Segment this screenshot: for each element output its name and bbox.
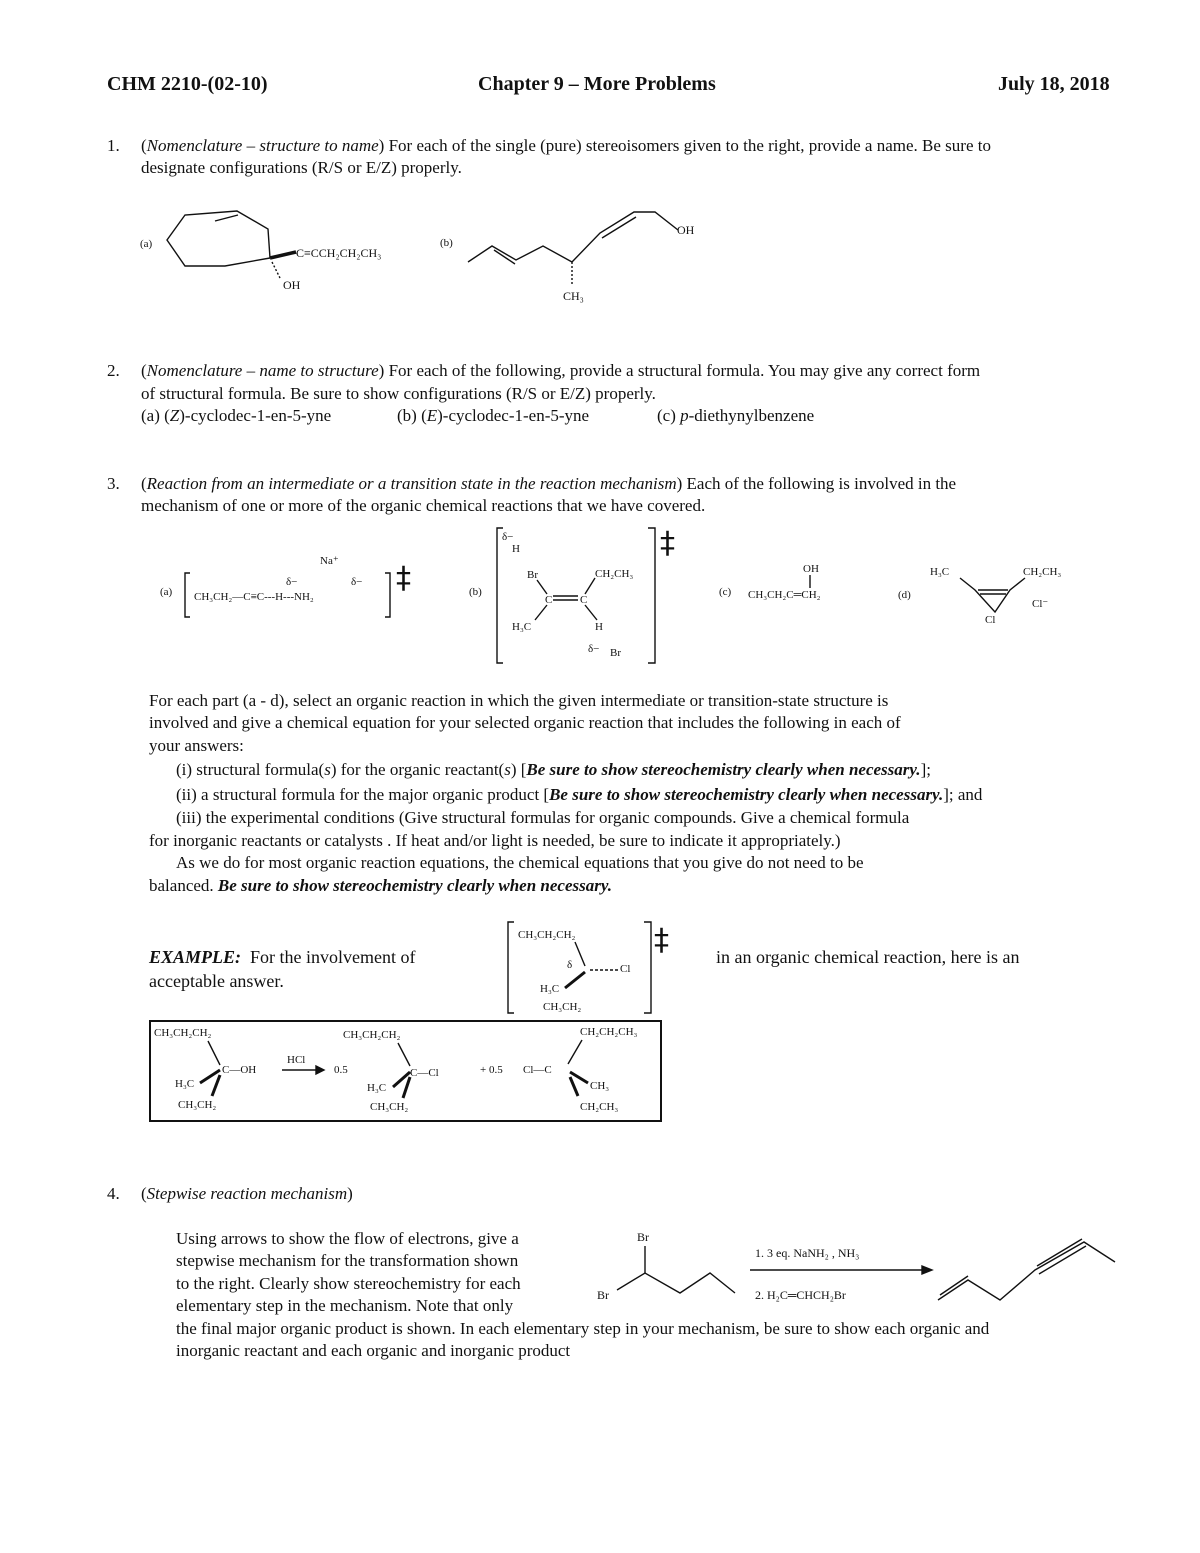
ex-p2-ch3: CH₃ xyxy=(590,1080,610,1092)
q2-part-a: (a) (Z)-cyclodec-1-en-5-yne xyxy=(141,406,332,425)
q4-text-1: Using arrows to show the flow of electrons, give a xyxy=(176,1229,519,1248)
q3-label-a: (a) xyxy=(160,586,173,598)
q3a-ts: ‡ xyxy=(396,561,411,596)
q4-product xyxy=(938,1242,1115,1300)
ex-ts-top: CH₃CH₂CH₂ xyxy=(518,929,576,941)
q3-instr-4: (i) structural formula(s) for the organic reactant(s) [Be sure to show stereochemistry clearly when necessary.]; xyxy=(176,760,931,779)
ex-r-top: CH₃CH₂CH₂ xyxy=(154,1027,212,1039)
q1-label-b: (b) xyxy=(440,237,453,249)
q1-text-b: designate configurations (R/S or E/Z) properly. xyxy=(141,158,462,177)
q3a-delta2: δ− xyxy=(351,576,363,588)
q2-text-a: For each of the following, provide a structural formula. You may give any correct form xyxy=(388,361,981,380)
q1-text-a: For each of the single (pure) stereoisomers given to the right, provide a name. Be sure to xyxy=(388,136,991,155)
example-line1: EXAMPLE: For the involvement of xyxy=(149,947,416,967)
q1-topic: Nomenclature – structure to name xyxy=(146,136,379,155)
q2-topic: Nomenclature – name to structure xyxy=(146,361,379,380)
ex-reagent: HCl xyxy=(287,1054,306,1066)
q3-instr-6: (iii) the experimental conditions (Give structural formulas for organic compounds. Give a chemical formula xyxy=(176,808,910,827)
q3b-delta-top: δ− xyxy=(502,531,514,543)
ex-ts-symbol: ‡ xyxy=(654,923,669,958)
q3d-cl: Cl⁻ xyxy=(1032,598,1049,610)
ex-ts-cl: Cl xyxy=(620,963,631,975)
q3b-c1: C xyxy=(545,594,553,606)
q3a-na: Na⁺ xyxy=(320,555,339,567)
ex-p2-bot: CH₂CH₃ xyxy=(580,1101,619,1113)
q3b-ts: ‡ xyxy=(660,526,675,561)
example-label: EXAMPLE: xyxy=(149,947,242,967)
q1-number: 1. xyxy=(107,136,120,155)
q3-instr-5: (ii) a structural formula for the major organic product [Be sure to show stereochemistry clearly when necessary.]; and xyxy=(176,785,983,804)
ex-p1-bot: CH₃CH₂ xyxy=(370,1101,409,1113)
q2-part-b: (b) (E)-cyclodec-1-en-5-yne xyxy=(397,406,590,425)
ex-p2-top: CH₂CH₂CH₃ xyxy=(580,1026,638,1038)
q3-text-line1: (Reaction from an intermediate or a transition state in the reaction mechanism) Each of the following is involved in the xyxy=(141,474,957,493)
q4-reactant-chain xyxy=(617,1273,735,1293)
q4-topic: Stepwise reaction mechanism xyxy=(146,1184,348,1203)
q3b-br-bot: Br xyxy=(610,647,621,659)
q3b-h-top: H xyxy=(512,543,520,555)
q2-number: 2. xyxy=(107,361,120,380)
ex-p1-cl: C—Cl xyxy=(410,1067,439,1079)
q3b-c2: C xyxy=(580,594,588,606)
q3-instr-8: As we do for most organic reaction equations, the chemical equations that you give do not need to be xyxy=(176,853,864,872)
q3-instr-2: involved and give a chemical equation for your selected organic reaction that includes the following in each of xyxy=(149,713,901,732)
ex-coef1: 0.5 xyxy=(334,1064,348,1076)
q4-number: 4. xyxy=(107,1184,120,1203)
q3-label-c: (c) xyxy=(719,586,732,598)
q3c-oh: OH xyxy=(803,563,819,575)
ex-r-h3c: H₃C xyxy=(175,1078,195,1090)
q2-part-c: (c) p-diethynylbenzene xyxy=(657,406,815,425)
q4-br1: Br xyxy=(637,1230,649,1244)
ex-p1-top: CH₃CH₂CH₂ xyxy=(343,1029,401,1041)
q3a-delta1: δ− xyxy=(286,576,298,588)
example-line2: acceptable answer. xyxy=(149,971,284,991)
q4-topic-line: (Stepwise reaction mechanism) xyxy=(141,1184,353,1203)
q4-step1: 1. 3 eq. NaNH₂ , NH₃ xyxy=(755,1246,860,1260)
ex-p1-h3c: H₃C xyxy=(367,1082,387,1094)
q4-text-3: to the right. Clearly show stereochemistry for each xyxy=(176,1274,521,1293)
q4-text-5: the final major organic product is shown. In each elementary step in your mechanism, be sure to show each organic and xyxy=(176,1319,990,1338)
q4-text-6: inorganic reactant and each organic and inorganic product xyxy=(176,1341,571,1360)
q1a-oh: OH xyxy=(283,278,301,292)
q3-topic: Reaction from an intermediate or a transition state in the reaction mechanism xyxy=(146,474,677,493)
q3-number: 3. xyxy=(107,474,120,493)
q4-text-2: stepwise mechanism for the transformation shown xyxy=(176,1251,519,1270)
ex-ts-delta: δ xyxy=(567,959,573,971)
q3-text-a: Each of the following is involved in the xyxy=(686,474,957,493)
q3-instr-7: for inorganic reactants or catalysts . If heat and/or light is needed, be sure to indicate it appropriately.) xyxy=(149,831,841,850)
q3-text-b: mechanism of one or more of the organic chemical reactions that we have covered. xyxy=(141,496,706,515)
q2-text-b: of structural formula. Be sure to show configurations (R/S or E/Z) properly. xyxy=(141,384,656,403)
q3d-h3c: H₃C xyxy=(930,566,950,578)
example-line1-right: in an organic chemical reaction, here is an xyxy=(716,947,1020,967)
q3d-cplus: Cl xyxy=(985,614,996,626)
ex-r-oh: C—OH xyxy=(222,1064,257,1076)
q3-instr-3: your answers: xyxy=(149,736,244,755)
page-title: Chapter 9 – More Problems xyxy=(478,73,716,95)
q3-instr-1: For each part (a - d), select an organic reaction in which the given intermediate or transition-state structure is xyxy=(149,691,889,710)
q3b-h-bot: H xyxy=(595,621,603,633)
q3c-formula: CH₃CH₂C═CH₂ xyxy=(748,589,821,601)
ex-r-bot: CH₃CH₂ xyxy=(178,1099,217,1111)
q3b-h3c: H₃C xyxy=(512,621,532,633)
q4-step2: 2. H₂C═CHCH₂Br xyxy=(755,1288,846,1302)
q4-text-4: elementary step in the mechanism. Note that only xyxy=(176,1296,514,1315)
q1-label-a: (a) xyxy=(140,238,153,250)
q3b-ch2ch3: CH₂CH₃ xyxy=(595,568,634,580)
ex-plus: + 0.5 xyxy=(480,1064,503,1076)
date: July 18, 2018 xyxy=(998,73,1110,95)
course-code: CHM 2210-(02-10) xyxy=(107,73,268,95)
q3a-chain: CH₃CH₂—C≡C---H---NH₂ xyxy=(194,591,314,603)
q1-text-line1: (Nomenclature – structure to name) For each of the single (pure) stereoisomers given to the right, provide a name. Be sure to xyxy=(141,136,991,155)
q3-label-b: (b) xyxy=(469,586,482,598)
q3-instr-9: balanced. Be sure to show stereochemistry clearly when necessary. xyxy=(149,876,613,895)
ex-p2-cl: Cl—C xyxy=(523,1064,552,1076)
q2-text-line1: (Nomenclature – name to structure) For each of the following, provide a structural formula. You may give any correct form xyxy=(141,361,981,380)
q3b-br: Br xyxy=(527,569,538,581)
q3-label-d: (d) xyxy=(898,589,911,601)
q4-br2: Br xyxy=(597,1288,609,1302)
ex-ts-h3c: H₃C xyxy=(540,983,560,995)
q1b-methyl: CH₃ xyxy=(563,289,584,303)
q1a-substituent: C≡CCH₂CH₂CH₃ xyxy=(296,246,382,260)
q3b-delta-bot: δ− xyxy=(588,643,600,655)
ex-ts-bot: CH₃CH₂ xyxy=(543,1001,582,1013)
q1b-oh: OH xyxy=(677,223,695,237)
q3d-ch2ch3: CH₂CH₃ xyxy=(1023,566,1062,578)
